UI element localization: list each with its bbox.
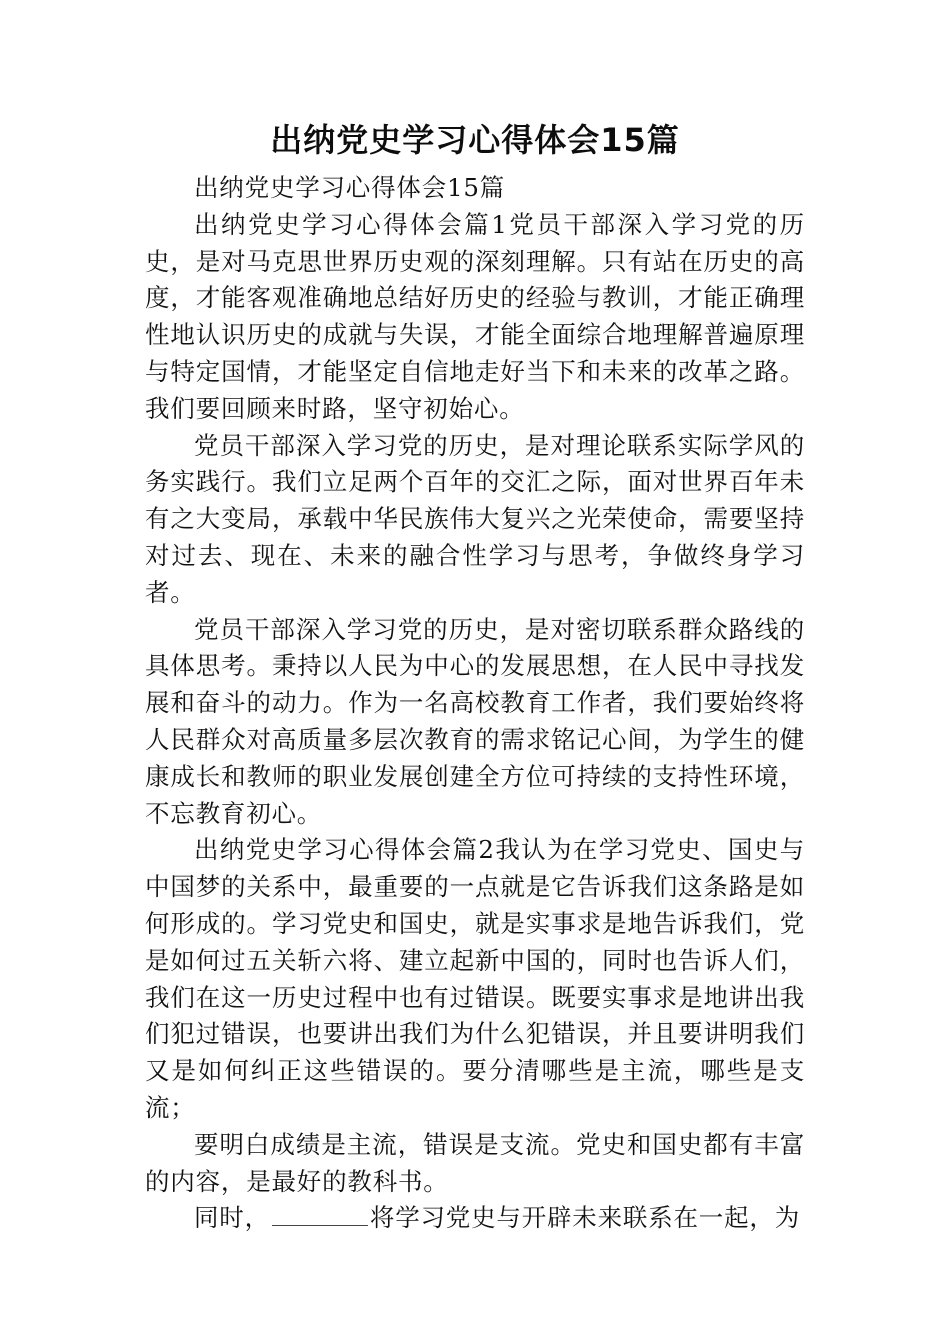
paragraph-6 bbox=[145, 1200, 805, 1237]
paragraph-5: 要明白成绩是主流，错误是支流。党史和国史都有丰富的内容，是最好的教科书。 bbox=[145, 1129, 805, 1196]
paragraph-1: 出纳党史学习心得体会篇1党员干部深入学习党的历史，是对马克思世界历史观的深刻理解。只有站在历史的高度，才能客观准确地总结好历史的经验与教训，才能正确理性地认识历史的成就与失误，才能全面综合地理解普遍原理与特定国情，才能坚定自信地走好当下和未来的改革之路。我们要回顾来时路，坚守初始心。 bbox=[145, 209, 805, 423]
paragraph-6-start: 同时， bbox=[194, 1203, 270, 1233]
document-title: 出纳党史学习心得体会15篇 bbox=[270, 121, 680, 159]
paragraph-4: 出纳党史学习心得体会篇2我认为在学习党史、国史与中国梦的关系中，最重要的一点就是它告诉我们这条路是如何形成的。学习党史和国史，就是实事求是地告诉我们，党是如何过五关斩六将、建立起新中国的，同时也告诉人们，我们在这一历史过程中也有过错误。既要实事求是地讲出我们犯过错误，也要讲出我们为什么犯错误，并且要讲明我们又是如何纠正这些错误的。要分清哪些是主流，哪些是支流； bbox=[145, 835, 805, 1122]
paragraph-subtitle: 出纳党史学习心得体会15篇 bbox=[194, 173, 506, 202]
paragraph-6-end: 将学习党史与开辟未来联系在一起，为 bbox=[369, 1203, 801, 1233]
paragraph-3: 党员干部深入学习党的历史，是对密切联系群众路线的具体思考。秉持以人民为中心的发展思想，在人民中寻找发展和奋斗的动力。作为一名高校教育工作者，我们要始终将人民群众对高质量多层次教育的需求铭记心间，为学生的健康成长和教师的职业发展创建全方位可持续的支持性环境，不忘教育初心。 bbox=[145, 614, 805, 828]
paragraph-2: 党员干部深入学习党的历史，是对理论联系实际学风的务实践行。我们立足两个百年的交汇之际，面对世界百年未有之大变局，承载中华民族伟大复兴之光荣使命，需要坚持对过去、现在、未来的融合性学习与思考，争做终身学习者。 bbox=[145, 430, 805, 607]
fill-in-blank bbox=[272, 1201, 368, 1227]
document-body bbox=[145, 170, 805, 1237]
